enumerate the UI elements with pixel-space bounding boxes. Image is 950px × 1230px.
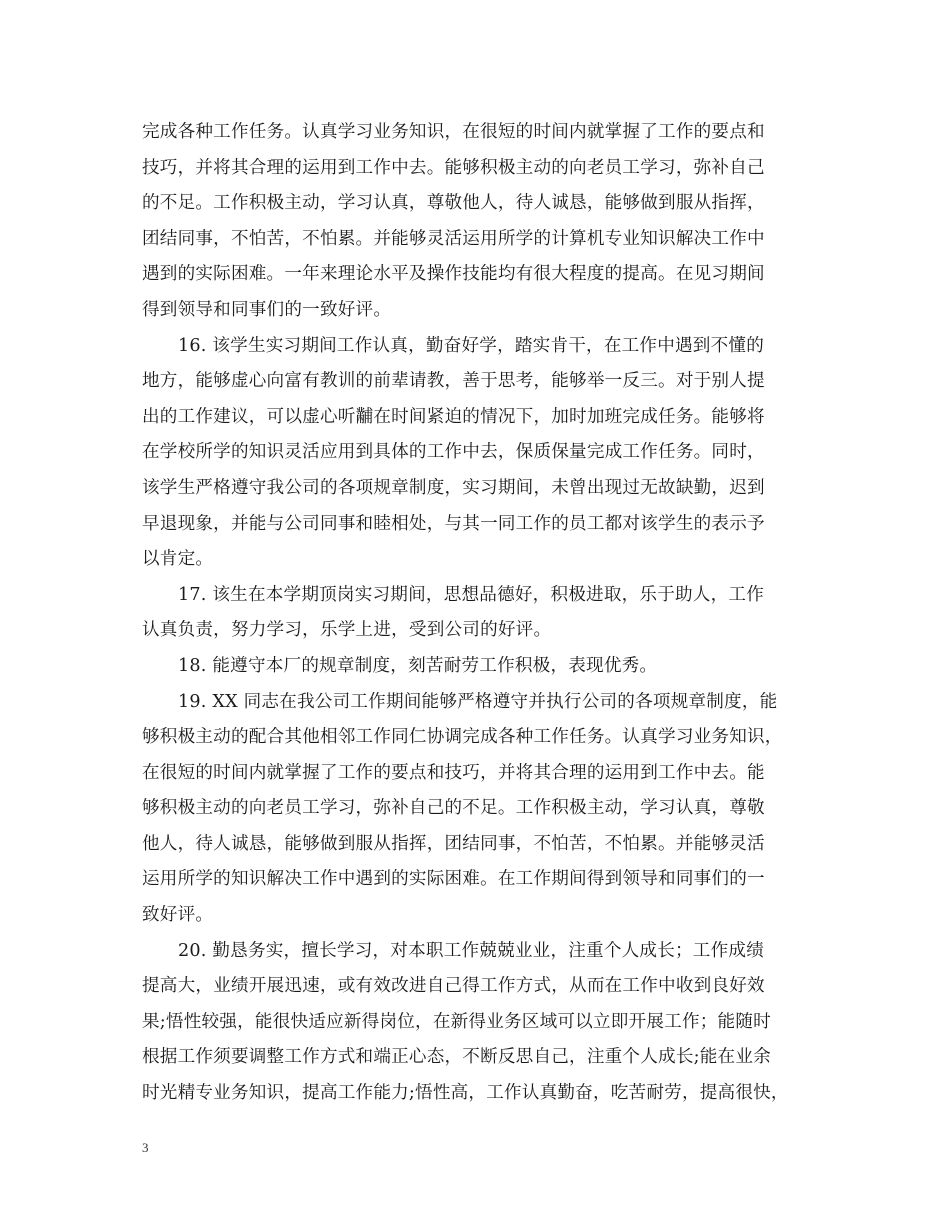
text-line: 够积极主动的配合其他相邻工作同仁协调完成各种工作任务。认真学习业务知识， bbox=[142, 727, 783, 748]
text-line: 认真负责，努力学习，乐学上进，受到公司的好评。 bbox=[142, 620, 552, 641]
text-line: 该学生严格遵守我公司的各项规章制度，实习期间，未曾出现过无故缺勤，迟到 bbox=[142, 477, 765, 498]
paragraph bbox=[142, 115, 822, 329]
text-line: 在学校所学的知识灵活应用到具体的工作中去，保质保量完成工作任务。同时， bbox=[142, 442, 765, 463]
paragraph bbox=[142, 329, 822, 578]
text-line: 18. 能遵守本厂的规章制度，刻苦耐劳工作积极，表现优秀。 bbox=[178, 655, 658, 676]
text-line: 运用所学的知识解决工作中遇到的实际困难。在工作期间得到领导和同事们的一 bbox=[142, 869, 765, 890]
page-number: 3 bbox=[142, 1140, 149, 1155]
text-line: 团结同事，不怕苦，不怕累。并能够灵活运用所学的计算机专业知识解决工作中 bbox=[142, 228, 765, 249]
text-line: 的不足。工作积极主动，学习认真，尊敬他人，待人诚恳，能够做到服从指挥， bbox=[142, 193, 765, 214]
text-line: 17. 该生在本学期顶岗实习期间，思想品德好，积极进取，乐于助人，工作 bbox=[178, 584, 764, 605]
text-line: 遇到的实际困难。一年来理论水平及操作技能均有很大程度的提高。在见习期间 bbox=[142, 264, 765, 285]
text-line: 提高大，业绩开展迅速，或有效改进自己得工作方式，从而在工作中收到良好效 bbox=[142, 976, 765, 997]
document-body bbox=[142, 115, 822, 1112]
text-line: 得到领导和同事们的一致好评。 bbox=[142, 299, 392, 320]
text-line: 时光精专业务知识，提高工作能力;悟性高，工作认真勤奋，吃苦耐劳，提高很快， bbox=[142, 1083, 789, 1104]
text-line: 完成各种工作任务。认真学习业务知识，在很短的时间内就掌握了工作的要点和 bbox=[142, 122, 765, 142]
text-line: 地方，能够虚心向富有教训的前辈请教，善于思考，能够举一反三。对于别人提 bbox=[142, 371, 765, 392]
text-line: 19. XX 同志在我公司工作期间能够严格遵守并执行公司的各项规章制度，能 bbox=[178, 691, 778, 712]
text-line: 致好评。 bbox=[142, 905, 214, 926]
text-line: 以肯定。 bbox=[142, 549, 214, 570]
text-line: 16. 该学生实习期间工作认真，勤奋好学，踏实肯干，在工作中遇到不懂的 bbox=[178, 335, 764, 356]
text-line: 根据工作须要调整工作方式和端正心态，不断反思自己，注重个人成长;能在业余 bbox=[142, 1047, 771, 1068]
paragraph bbox=[142, 649, 822, 685]
text-line: 果;悟性较强，能很快适应新得岗位，在新得业务区域可以立即开展工作；能随时 bbox=[142, 1011, 771, 1032]
paragraph bbox=[142, 934, 822, 1112]
text-line: 早退现象，并能与公司同事和睦相处，与其一同工作的员工都对该学生的表示予 bbox=[142, 513, 765, 534]
text-line: 技巧，并将其合理的运用到工作中去。能够积极主动的向老员工学习，弥补自己 bbox=[142, 157, 765, 178]
paragraph bbox=[142, 685, 822, 934]
text-line: 20. 勤恳务实，擅长学习，对本职工作兢兢业业，注重个人成长；工作成绩 bbox=[178, 940, 764, 961]
paragraph bbox=[142, 578, 822, 649]
text-line: 他人，待人诚恳，能够做到服从指挥，团结同事，不怕苦，不怕累。并能够灵活 bbox=[142, 833, 765, 854]
text-line: 够积极主动的向老员工学习，弥补自己的不足。工作积极主动，学习认真，尊敬 bbox=[142, 798, 765, 819]
text-line: 出的工作建议，可以虚心听黼在时间紧迫的情况下，加时加班完成任务。能够将 bbox=[142, 406, 765, 427]
text-line: 在很短的时间内就掌握了工作的要点和技巧，并将其合理的运用到工作中去。能 bbox=[142, 762, 765, 783]
